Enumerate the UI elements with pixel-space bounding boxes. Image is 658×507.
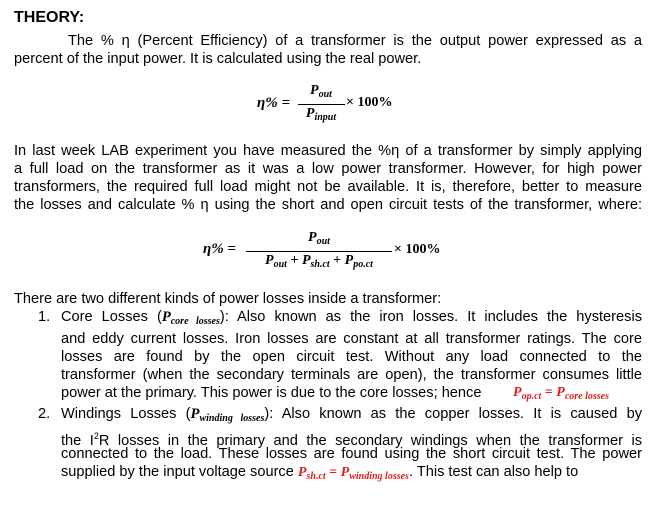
paragraph-losses-intro: There are two different kinds of power losses inside a transformer: bbox=[14, 291, 442, 307]
item2-winding-loss-equation: $P_{sh.ct} = P_{winding losses}$ bbox=[297, 465, 409, 482]
item2-line3: connected to the load. These losses are found using the short circuit test. The power bbox=[61, 446, 642, 462]
item1-line2: and eddy current losses. Iron losses are constant at all transformer ratings. The core bbox=[61, 331, 642, 347]
eq2-lhs: η% = bbox=[203, 241, 237, 257]
eq2-numerator: $P_{out}$ bbox=[308, 230, 330, 247]
paragraph-method-line2: a full load on the transformer as it was a low power transformer. However, for high power bbox=[14, 161, 642, 177]
item1-line4: transformer (when the secondary terminals are open), the transformer consumes little bbox=[61, 367, 642, 383]
item1-line1: Core Losses $(P_{core losses})$: Also known as the iron losses. It includes the hysteresis bbox=[61, 309, 642, 327]
item1-core-loss-equation: $P_{op.ct} = P_{core losses}$ bbox=[513, 385, 609, 402]
item2-line4: supplied by the input voltage source $P_{sh.ct} = P_{winding losses}$. This test can also help to bbox=[61, 464, 579, 482]
item1-line5: power at the primary. This power is due to the core losses; hence bbox=[61, 385, 482, 401]
item2-line2: the $I^2R$ losses in the primary and the secondary windings when the transformer is bbox=[61, 431, 642, 449]
page-title: THEORY: bbox=[14, 9, 85, 26]
eq2-denominator: $P_{out} + P_{sh.ct} + P_{po.ct}$ bbox=[265, 253, 373, 270]
item1-line3: losses are found by the open circuit test. Without any load connected to the bbox=[61, 349, 642, 365]
eq2-fraction-bar bbox=[246, 251, 392, 252]
eq1-denominator: $P_{input}$ bbox=[305, 106, 337, 123]
item2-line1: Windings Losses $(P_{winding losses})$: Also known as the copper losses. It is caused by bbox=[61, 406, 643, 424]
list-number: 2. bbox=[38, 406, 51, 422]
eq2-times-100: × 100% bbox=[394, 242, 441, 257]
eq1-fraction-bar bbox=[298, 104, 345, 105]
paragraph-method-line4: the losses and calculate % η using the short and open circuit tests of the transformer, where: bbox=[14, 197, 642, 213]
paragraph-intro-line1: The % η (Percent Efficiency) of a transformer is the output power expressed as a bbox=[68, 33, 642, 49]
list-number: 1. bbox=[38, 309, 51, 325]
eq1-numerator: $P_{out}$ bbox=[310, 83, 332, 100]
paragraph-intro-line2: percent of the input power. It is calculated using the real power. bbox=[14, 51, 422, 67]
paragraph-method-line1: In last week LAB experiment you have measured the %η of a transformer by simply applying bbox=[14, 143, 642, 159]
paragraph-method-line3: transformers, the required full load might not be available. It is, therefore, better to measure bbox=[14, 179, 642, 195]
eq1-lhs: η% = bbox=[257, 95, 291, 111]
eq1-times-100: × 100% bbox=[346, 95, 393, 110]
